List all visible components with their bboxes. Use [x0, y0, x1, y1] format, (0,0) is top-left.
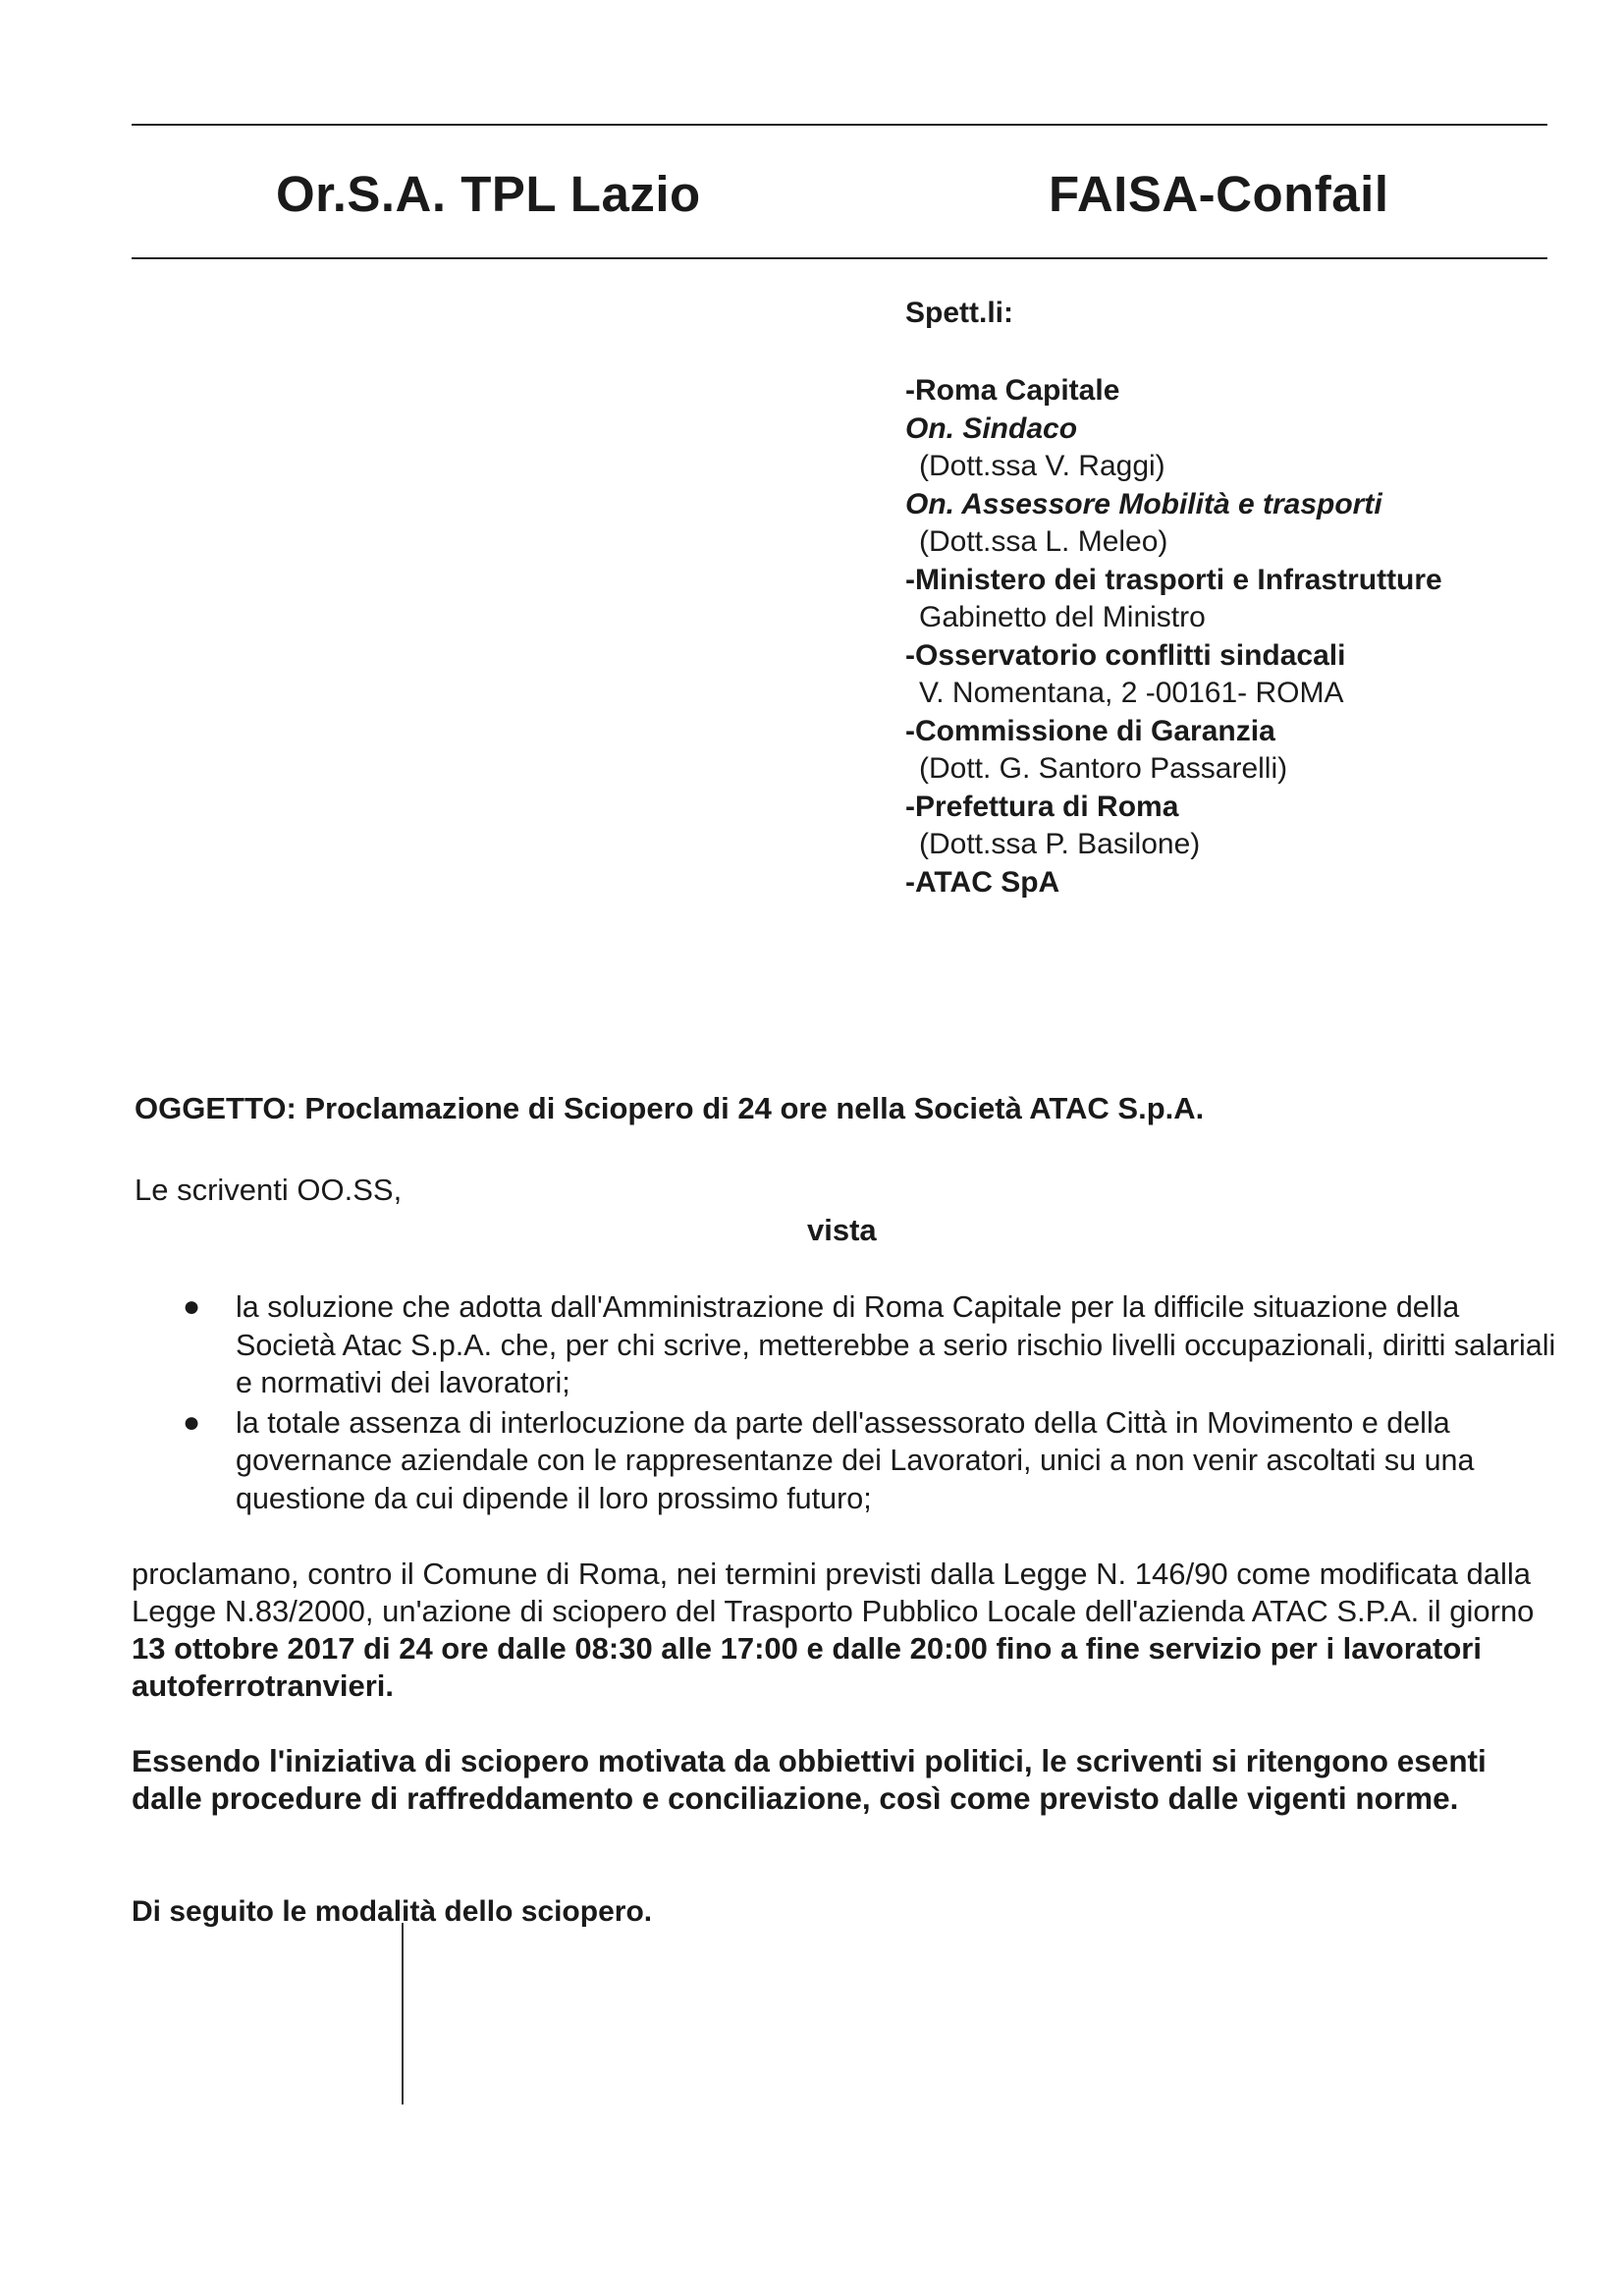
- recipient-line: Gabinetto del Ministro: [919, 601, 1206, 633]
- recipient-line: -ATAC SpA: [905, 865, 1060, 899]
- vista-heading: vista: [807, 1213, 877, 1247]
- recipient-line: -Osservatorio conflitti sindacali: [905, 638, 1346, 672]
- recipient-line: -Prefettura di Roma: [905, 790, 1179, 823]
- subject-line: OGGETTO: Proclamazione di Sciopero di 24 ore nella Società ATAC S.p.A.: [135, 1091, 1205, 1125]
- recipient-line: (Dott. G. Santoro Passarelli): [919, 752, 1288, 785]
- salutation: Spett.li:: [905, 297, 1013, 329]
- recipient-line: (Dott.ssa V. Raggi): [919, 450, 1165, 482]
- recipient-line: -Roma Capitale: [905, 374, 1120, 407]
- recipient-line: On. Sindaco: [905, 411, 1078, 445]
- scan-mark: [402, 1923, 404, 2105]
- recipient-line: V. Nomentana, 2 -00161- ROMA: [919, 677, 1344, 709]
- recipient-line: (Dott.ssa L. Meleo): [919, 525, 1168, 558]
- proclamation-date: 13 ottobre 2017 di 24 ore dalle 08:30 alle 17:00 e dalle 20:00 fino a fine servizio per i lavoratori autoferrotranvieri.: [132, 1631, 1482, 1703]
- recipient-line: On. Assessore Mobilità e trasporti: [905, 487, 1382, 520]
- recipient-line: (Dott.ssa P. Basilone): [919, 828, 1201, 860]
- union-name-left: Or.S.A. TPL Lazio: [276, 166, 701, 222]
- bullet-text: la soluzione che adotta dall'Amministrazione di Roma Capitale per la difficile situazione della Società Atac S.p.A. che, per chi scrive, metterebbe a serio rischio livelli occupazionali, diritti salariali e normativi dei lavoratori;: [236, 1290, 1556, 1399]
- recipient-list: [905, 372, 1442, 902]
- bottom-rule: [132, 257, 1547, 259]
- bullet-list: [183, 1288, 1557, 1519]
- recipient-line: -Ministero dei trasporti e Infrastrutture: [905, 563, 1442, 596]
- top-rule: [132, 124, 1547, 126]
- closing-line: Di seguito le modalità dello sciopero.: [132, 1895, 653, 1928]
- list-item: [183, 1288, 1557, 1402]
- list-item: [183, 1404, 1557, 1518]
- intro-line: Le scriventi OO.SS,: [135, 1173, 403, 1207]
- bullet-icon: ●: [183, 1290, 201, 1323]
- recipient-line: -Commissione di Garanzia: [905, 714, 1275, 747]
- union-name-right: FAISA-Confail: [1049, 166, 1389, 222]
- bullet-text: la totale assenza di interlocuzione da parte dell'assessorato della Città in Movimento e della governance aziendale con le rappresentanze dei Lavoratori, unici a non venir ascoltati su una questione da cui dipende il loro prossimo futuro;: [236, 1405, 1475, 1515]
- proclamation-text: proclamano, contro il Comune di Roma, nei termini previsti dalla Legge N. 146/90 come modificata dalla Legge N.83/2000, un'azione di sciopero del Trasporto Pubblico Locale dell'azienda ATAC S.P.A. il giorno: [132, 1557, 1535, 1628]
- bullet-icon: ●: [183, 1405, 201, 1439]
- proclamation-paragraph: [132, 1556, 1555, 1705]
- exemption-paragraph: Essendo l'iniziativa di sciopero motivata da obbiettivi politici, le scriventi si ritengono esenti dalle procedure di raffreddamento e conciliazione, così come previsto dalle vigenti norme.: [132, 1743, 1487, 1816]
